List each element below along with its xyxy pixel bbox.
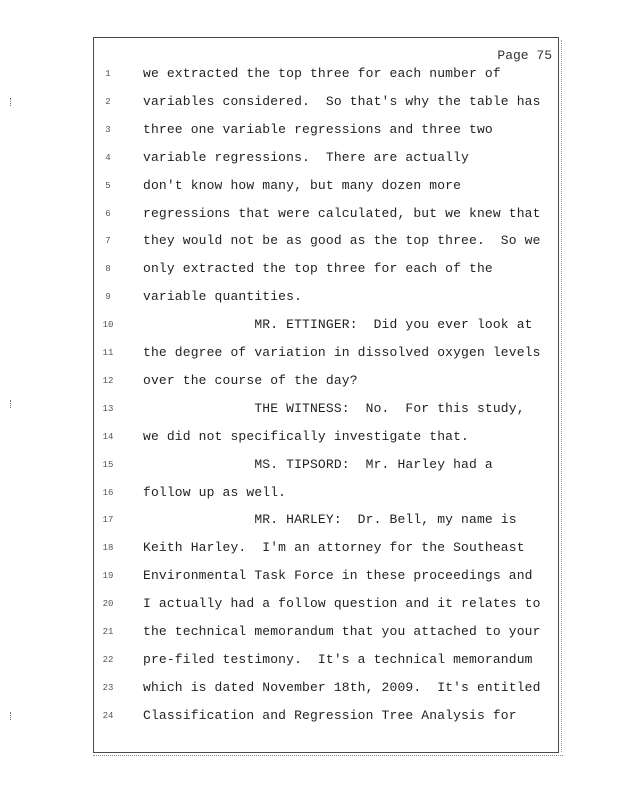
line-number: 21 — [102, 627, 114, 637]
transcript-line — [96, 289, 558, 309]
transcript-line — [96, 94, 558, 114]
transcript-line — [96, 540, 558, 560]
line-text: over the course of the day? — [143, 372, 358, 388]
line-number: 24 — [102, 710, 114, 721]
line-number: 14 — [102, 431, 114, 442]
transcript-line — [96, 261, 558, 281]
line-number: 4 — [105, 152, 111, 163]
line-number: 1 — [105, 69, 111, 79]
transcript-line — [96, 150, 558, 170]
line-number: 7 — [105, 236, 111, 247]
transcript-line — [96, 485, 558, 505]
line-text: pre-filed testimony. It's a technical memorandum — [143, 651, 533, 667]
line-number: 5 — [105, 180, 111, 191]
line-text: don't know how many, but many dozen more — [143, 177, 462, 193]
line-number: 22 — [102, 654, 114, 665]
margin-mark — [10, 712, 13, 720]
line-text: MR. HARLEY: Dr. Bell, my name is — [143, 512, 517, 528]
transcript-line — [96, 206, 558, 226]
page-number: Page 75 — [497, 48, 552, 63]
line-text: variables considered. So that's why the table has — [143, 93, 541, 109]
line-text: we did not specifically investigate that. — [143, 428, 470, 444]
line-number: 2 — [105, 96, 111, 107]
transcript-line — [96, 680, 558, 700]
transcript-line — [96, 317, 558, 337]
transcript-line — [96, 345, 558, 365]
line-text: which is dated November 18th, 2009. It's entitled — [143, 679, 541, 695]
transcript-line — [96, 652, 558, 672]
line-number: 12 — [102, 375, 114, 386]
line-text: we extracted the top three for each number of — [143, 66, 501, 81]
line-text: I actually had a follow question and it relates to — [143, 596, 541, 612]
transcript-line — [96, 122, 558, 142]
line-text: the technical memorandum that you attached to your — [143, 624, 541, 639]
margin-mark — [10, 400, 13, 408]
line-text: follow up as well. — [143, 484, 287, 500]
line-text: Keith Harley. I'm an attorney for the Southeast — [143, 540, 525, 556]
transcript-line — [96, 429, 558, 449]
line-text: MS. TIPSORD: Mr. Harley had a — [143, 456, 493, 472]
transcript-line — [96, 568, 558, 588]
line-number: 16 — [102, 487, 114, 498]
transcript-line — [96, 401, 558, 421]
line-text: variable quantities. — [143, 289, 303, 305]
line-text: Environmental Task Force in these proceedings and — [143, 568, 533, 584]
line-number: 23 — [102, 682, 114, 693]
right-edge-dotted-line — [561, 40, 568, 752]
line-text: they would not be as good as the top three. So we — [143, 233, 541, 249]
transcript-line — [96, 624, 558, 644]
margin-mark — [10, 98, 13, 106]
transcript-line — [96, 596, 558, 616]
transcript-line — [96, 708, 558, 728]
line-text: three one variable regressions and three two — [143, 121, 493, 137]
line-number: 19 — [102, 571, 114, 582]
line-text: the degree of variation in dissolved oxygen levels — [143, 345, 541, 360]
line-text: regressions that were calculated, but we knew that — [143, 205, 541, 221]
line-text: only extracted the top three for each of the — [143, 261, 493, 277]
line-number: 13 — [102, 403, 114, 414]
line-number: 17 — [102, 515, 114, 526]
line-text: MR. ETTINGER: Did you ever look at — [143, 317, 533, 333]
line-number: 3 — [105, 124, 111, 135]
line-number: 20 — [102, 599, 114, 610]
line-text: THE WITNESS: No. For this study, — [143, 400, 525, 416]
line-number: 8 — [105, 264, 111, 275]
line-number: 15 — [102, 459, 114, 470]
transcript-line — [96, 233, 558, 253]
page-border — [93, 37, 559, 753]
bottom-edge-dotted-line — [93, 755, 563, 758]
line-text: Classification and Regression Tree Analysis for — [143, 707, 517, 723]
transcript-line — [96, 373, 558, 393]
transcript-line — [96, 178, 558, 198]
line-text: variable regressions. There are actually — [143, 149, 470, 165]
transcript-line — [96, 66, 558, 86]
line-number: 9 — [105, 292, 111, 303]
line-number: 10 — [102, 320, 114, 331]
line-number: 18 — [102, 543, 114, 554]
line-number: 6 — [105, 208, 111, 219]
transcript-line — [96, 457, 558, 477]
transcript-line — [96, 512, 558, 532]
line-number: 11 — [102, 348, 114, 358]
